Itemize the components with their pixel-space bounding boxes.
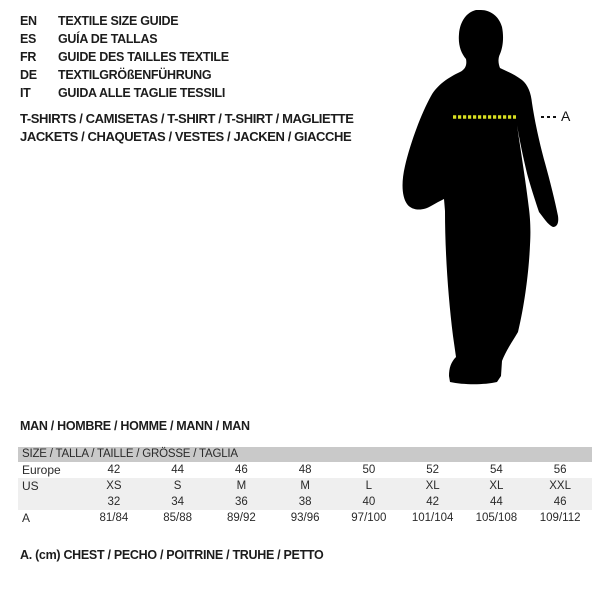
- table-cell: 44: [171, 464, 185, 476]
- table-cell: 46: [553, 496, 567, 508]
- language-code: EN: [20, 14, 37, 28]
- table-cell: 105/108: [475, 512, 518, 524]
- table-cell: M: [300, 480, 310, 492]
- table-cell: XXL: [549, 480, 571, 492]
- language-code: FR: [20, 50, 37, 64]
- table-cell: M: [236, 480, 247, 492]
- table-cell: L: [365, 480, 373, 492]
- table-cell: 109/112: [539, 512, 581, 524]
- language-row-es: [20, 30, 229, 48]
- table-cell: 42: [426, 496, 440, 508]
- table-cell: 34: [171, 496, 185, 508]
- section-title-man: MAN / HOMBRE / HOMME / MANN / MAN: [20, 419, 250, 433]
- man-silhouette-figure: [398, 5, 598, 397]
- table-cell: XS: [106, 480, 122, 492]
- language-title: TEXTILE SIZE GUIDE: [58, 14, 179, 28]
- category-tshirts: T-SHIRTS / CAMISETAS / T-SHIRT / T-SHIRT / MAGLIETTE: [20, 111, 354, 126]
- table-cell: S: [173, 480, 182, 492]
- language-row-fr: [20, 48, 229, 66]
- garment-categories: [20, 110, 354, 146]
- table-cell: 50: [362, 464, 376, 476]
- table-cell: 97/100: [351, 512, 387, 524]
- table-cell: 54: [489, 464, 503, 476]
- man-silhouette: [398, 5, 578, 395]
- man-silhouette-path: [403, 10, 559, 384]
- table-row-europe: [18, 462, 592, 478]
- language-row-en: [20, 12, 229, 30]
- row-label: [18, 494, 82, 510]
- language-title: GUIDE DES TAILLES TEXTILE: [58, 50, 229, 64]
- language-list: [20, 12, 229, 102]
- table-row-us: [18, 478, 592, 494]
- size-table: [18, 447, 592, 526]
- language-code: DE: [20, 68, 37, 82]
- table-cell: 56: [553, 464, 567, 476]
- table-row-numeric: [18, 494, 592, 510]
- size-table-header: SIZE / TALLA / TAILLE / GRÖSSE / TAGLIA: [18, 447, 592, 462]
- language-row-de: [20, 66, 229, 84]
- table-cell: 81/84: [99, 512, 129, 524]
- row-label: Europe: [22, 463, 61, 477]
- table-cell: XL: [489, 480, 504, 492]
- row-label: A: [22, 511, 31, 525]
- footnote-chest: A. (cm) CHEST / PECHO / POITRINE / TRUHE / PETTO: [20, 548, 324, 562]
- table-cell: 44: [489, 496, 503, 508]
- table-cell: 38: [298, 496, 312, 508]
- language-title: TEXTILGRÖßENFÜHRUNG: [58, 68, 212, 82]
- table-row-chest-a: [18, 510, 592, 526]
- table-cell: 46: [234, 464, 248, 476]
- table-cell: 101/104: [411, 512, 454, 524]
- table-cell: 40: [362, 496, 376, 508]
- language-code: ES: [20, 32, 37, 46]
- table-cell: 85/88: [163, 512, 193, 524]
- measure-label-a: A: [561, 108, 571, 124]
- language-row-it: [20, 84, 229, 102]
- table-cell: XL: [425, 480, 440, 492]
- language-code: IT: [20, 86, 31, 100]
- table-cell: 42: [107, 464, 121, 476]
- table-cell: 48: [298, 464, 312, 476]
- category-jackets: JACKETS / CHAQUETAS / VESTES / JACKEN / GIACCHE: [20, 129, 352, 144]
- table-cell: 52: [426, 464, 440, 476]
- table-cell: 36: [234, 496, 248, 508]
- language-title: GUÍA DE TALLAS: [58, 32, 158, 46]
- table-cell: 32: [107, 496, 121, 508]
- table-cell: 89/92: [226, 512, 256, 524]
- language-title: GUIDA ALLE TAGLIE TESSILI: [58, 86, 226, 100]
- row-label: US: [22, 479, 39, 493]
- table-cell: 93/96: [290, 512, 320, 524]
